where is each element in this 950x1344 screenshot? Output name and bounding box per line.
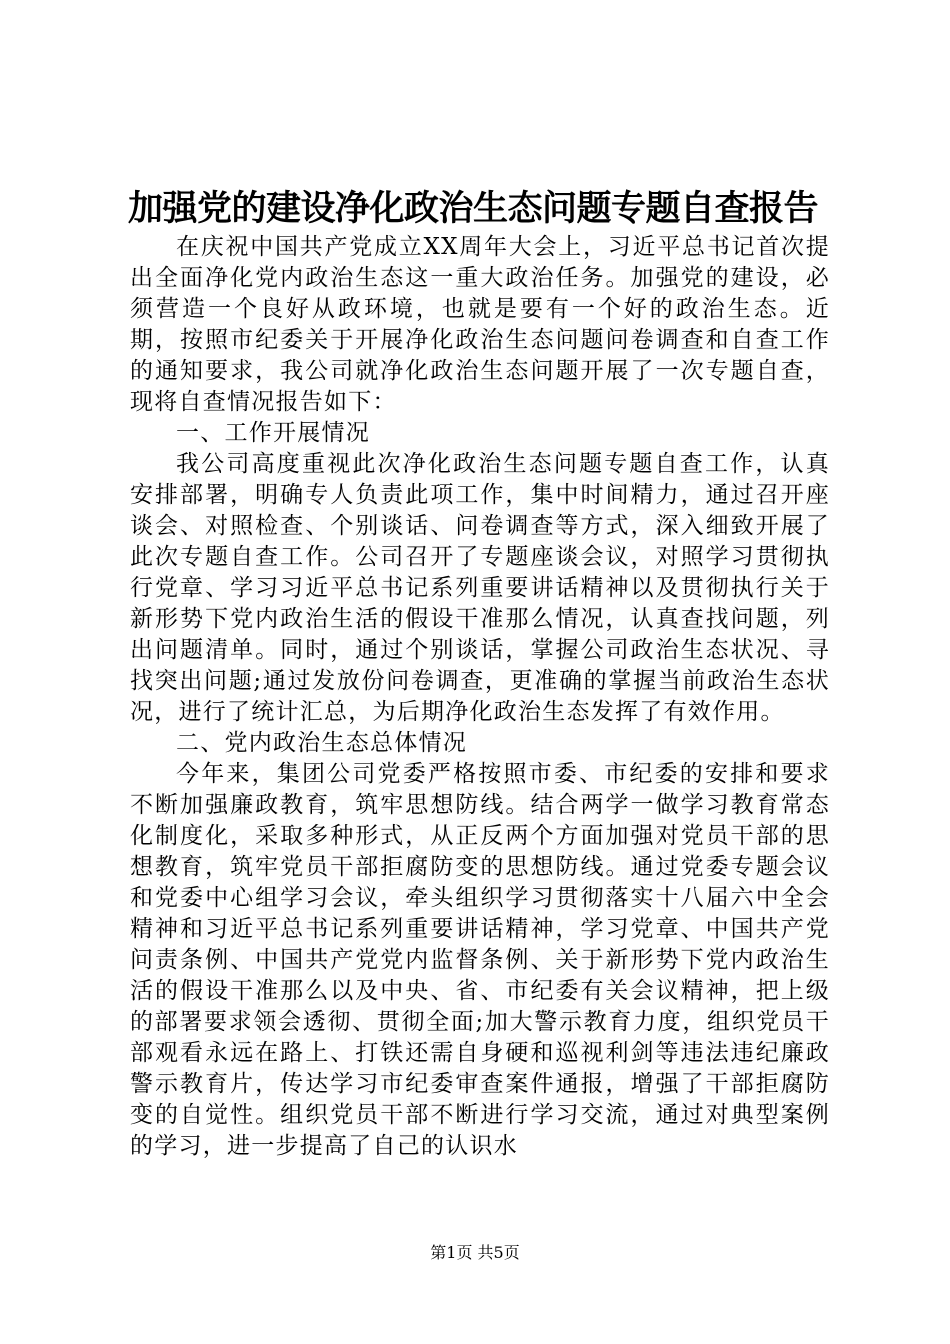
- section-1-paragraph: 我公司高度重视此次净化政治生态问题专题自查工作，认真安排部署，明确专人负责此项工作，集中时间精力，通过召开座谈会、对照检查、个别谈话、问卷调查等方式，深入细致开展了此次专题自查工作。公司召开了专题座谈会议，对照学习贯彻执行党章、学习习近平总书记系列重要讲话精神以及贯彻执行关于新形势下党内政治生活的假设干准那么情况，认真查找问题，列出问题清单。同时，通过个别谈话，掌握公司政治生态状况、寻找突出问题;通过发放份问卷调查，更准确的掌握当前政治生态状况，进行了统计汇总，为后期净化政治生态发挥了有效作用。: [130, 451, 830, 725]
- section-heading-1: 一、工作开展情况: [176, 420, 370, 446]
- intro-paragraph: 在庆祝中国共产党成立XX周年大会上，习近平总书记首次提出全面净化党内政治生态这一重大政治任务。加强党的建设，必须营造一个良好从政环境，也就是要有一个好的政治生态。近期，按照市纪委关于开展净化政治生态问题问卷调查和自查工作的通知要求，我公司就净化政治生态问题开展了一次专题自查，现将自查情况报告如下：: [130, 234, 830, 415]
- document-body: [130, 232, 830, 1162]
- document-title: 加强党的建设净化政治生态问题专题自查报告: [128, 188, 819, 229]
- page-number-footer: 第1页 共5页: [430, 1243, 520, 1262]
- section-heading-2: 二、党内政治生态总体情况: [176, 730, 467, 756]
- section-2-paragraph: 今年来，集团公司党委严格按照市委、市纪委的安排和要求不断加强廉政教育，筑牢思想防线。结合两学一做学习教育常态化制度化，采取多种形式，从正反两个方面加强对党员干部的思想教育，筑牢党员干部拒腐防变的思想防线。通过党委专题会议和党委中心组学习会议，牵头组织学习贯彻落实十八届六中全会精神和习近平总书记系列重要讲话精神，学习党章、中国共产党问责条例、中国共产党党内监督条例、关于新形势下党内政治生活的假设干准那么以及中央、省、市纪委有关会议精神，把上级的部署要求领会透彻、贯彻全面;加大警示教育力度，组织党员干部观看永远在路上、打铁还需自身硬和巡视利剑等违法违纪廉政警示教育片，传达学习市纪委审查案件通报，增强了干部拒腐防变的自觉性。组织党员干部不断进行学习交流，通过对典型案例的学习，进一步提高了自己的认识水: [130, 761, 830, 1159]
